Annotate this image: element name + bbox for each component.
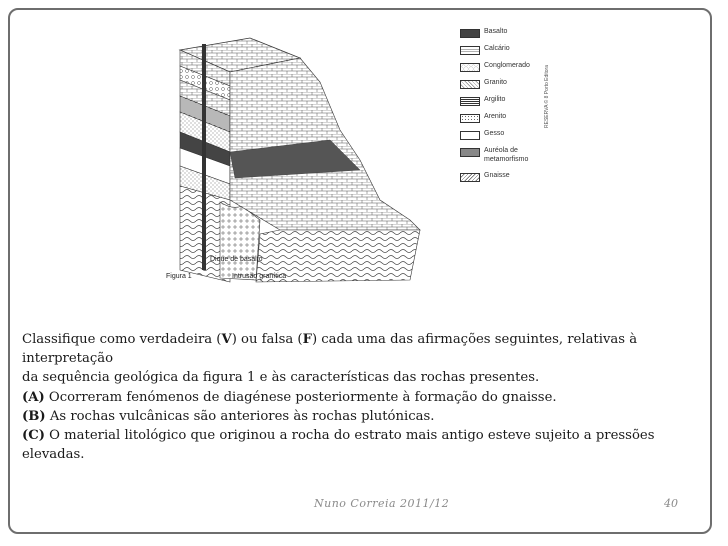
legend-item bbox=[460, 130, 590, 142]
figure-caption: Figura 1 bbox=[166, 273, 192, 280]
legend-item bbox=[460, 113, 590, 125]
intrusion-label: Intrusão granítica bbox=[232, 273, 287, 280]
false-marker: F bbox=[302, 332, 312, 347]
intro-text: ) ou falsa ( bbox=[231, 332, 303, 347]
basalt-dike bbox=[202, 44, 206, 270]
statement-c bbox=[22, 426, 712, 464]
legend-label: Conglomerado bbox=[484, 62, 530, 69]
statement-text: Ocorreram fenómenos de diagénese posteriormente à formação do gnaisse. bbox=[44, 389, 557, 405]
legend-swatch bbox=[460, 131, 480, 140]
legend-swatch bbox=[460, 97, 480, 106]
legend-label: Auréola de metamorfismo bbox=[484, 147, 529, 163]
page-number: 40 bbox=[664, 497, 678, 510]
legend-swatch bbox=[460, 173, 480, 182]
intro-text: Classifique como verdadeira ( bbox=[22, 332, 222, 347]
legend-item bbox=[460, 28, 590, 40]
dike-label: Dique de basalto bbox=[210, 256, 263, 263]
legend-item bbox=[460, 96, 590, 108]
legend-swatch bbox=[460, 80, 480, 89]
geology-block-diagram bbox=[160, 20, 460, 295]
legend-label: Calcário bbox=[484, 45, 510, 52]
statement-label: (B) bbox=[22, 408, 46, 424]
question-intro bbox=[22, 330, 712, 368]
question-text bbox=[22, 330, 712, 464]
geology-figure bbox=[160, 20, 580, 295]
legend-label: Argilito bbox=[484, 96, 506, 103]
statement-text: As rochas vulcânicas são anteriores às rochas plutónicas. bbox=[45, 408, 435, 424]
legend-label: Gnaisse bbox=[484, 172, 510, 179]
legend-swatch bbox=[460, 29, 480, 38]
legend-label: Granito bbox=[484, 79, 507, 86]
question-intro-line2: da sequência geológica da figura 1 e às características das rochas presentes. bbox=[22, 370, 540, 386]
legend-item bbox=[460, 172, 590, 184]
statement-label: (C) bbox=[22, 428, 45, 444]
legend-swatch bbox=[460, 114, 480, 123]
footer-author: Nuno Correia 2011/12 bbox=[314, 497, 450, 510]
statement-text: O material litológico que originou a rocha do estrato mais antigo esteve sujeito a pressões elevadas. bbox=[22, 428, 655, 463]
legend-swatch bbox=[460, 63, 480, 72]
legend-label: Arenito bbox=[484, 113, 507, 120]
legend-item bbox=[460, 45, 590, 57]
legend-swatch bbox=[460, 148, 480, 157]
legend-item bbox=[460, 79, 590, 91]
legend-label: Basalto bbox=[484, 28, 508, 35]
statement-label: (A) bbox=[22, 389, 45, 405]
legend-item bbox=[460, 147, 590, 165]
true-marker: V bbox=[221, 332, 232, 347]
intro-text: ) cada uma das afirmações seguintes, relativas à interpretação bbox=[22, 332, 638, 367]
statement-a bbox=[22, 388, 712, 407]
legend-label: Gesso bbox=[484, 130, 505, 137]
legend-swatch bbox=[460, 46, 480, 55]
legend-item bbox=[460, 62, 590, 74]
statement-b bbox=[22, 407, 712, 426]
figure-credit: RESERVA © 8 Porto Editora bbox=[544, 65, 550, 128]
